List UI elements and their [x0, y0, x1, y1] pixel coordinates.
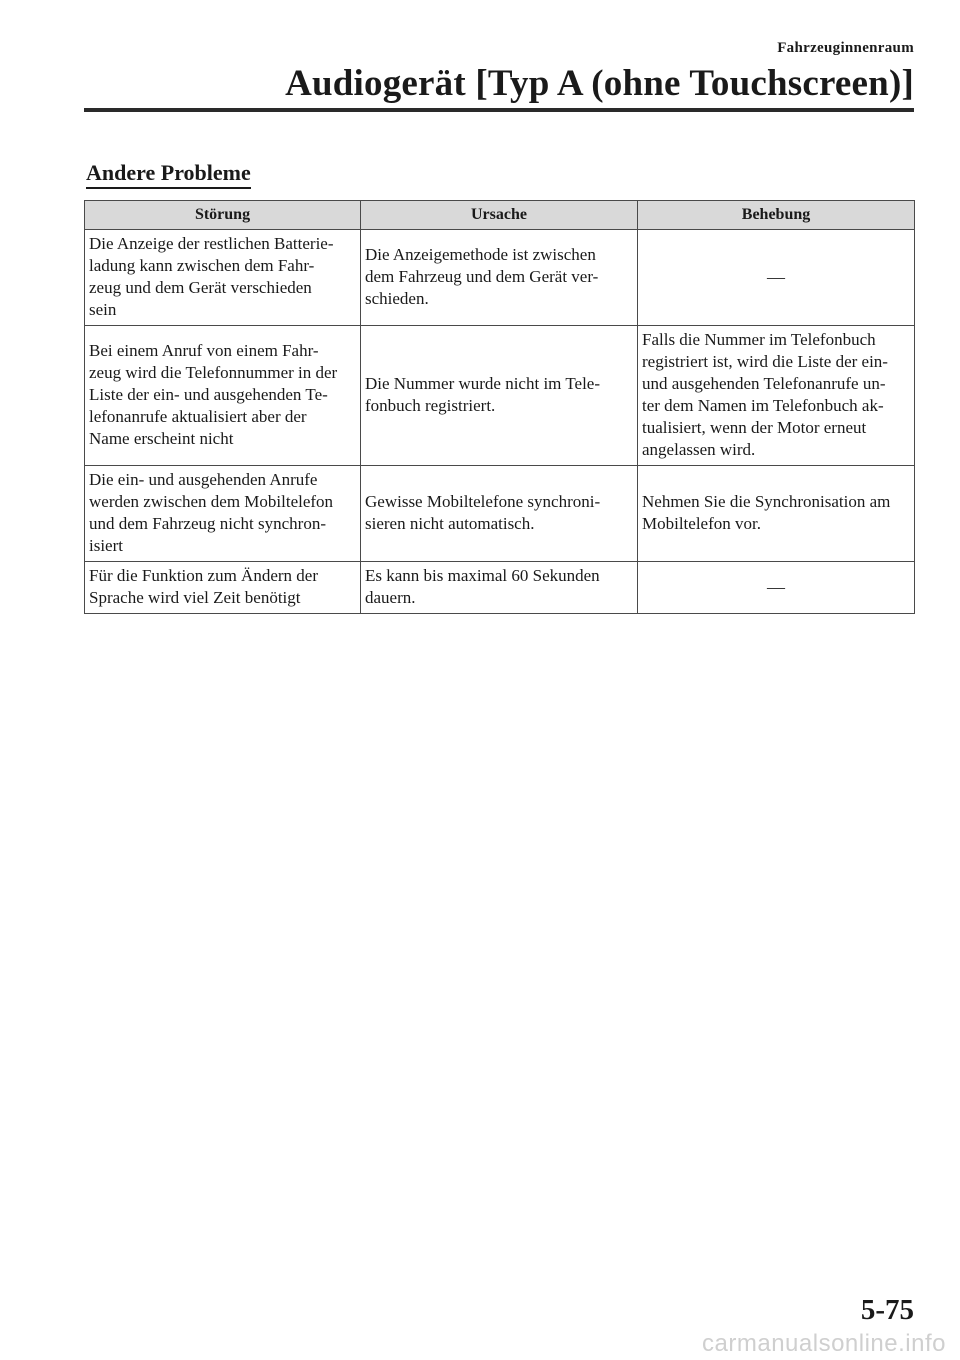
cell-text: Die Anzeige der restlichen Batterie- ladung kann zwischen dem Fahr- zeug und dem Gerät verschieden sein [89, 234, 334, 319]
troubleshooting-table [84, 200, 915, 614]
cell-behebung [638, 562, 915, 614]
cell-stoerung [85, 562, 361, 614]
cell-stoerung [85, 466, 361, 562]
cell-behebung [638, 230, 915, 326]
section-title: Andere Probleme [86, 160, 251, 189]
cell-text: Die Nummer wurde nicht im Tele- fonbuch registriert. [365, 374, 601, 415]
cell-text: Falls die Nummer im Telefonbuch registriert ist, wird die Liste der ein- und ausgehenden Telefonanrufe un- ter dem Namen im Telefonbuch ak- tualisiert, wenn der Motor erneut angelassen wird. [642, 330, 888, 459]
table-row [85, 230, 915, 326]
cell-text: Nehmen Sie die Synchronisation am Mobiltelefon vor. [642, 492, 891, 533]
cell-text: Es kann bis maximal 60 Sekunden dauern. [365, 566, 600, 607]
watermark: carmanualsonline.info [702, 1330, 946, 1357]
cell-text: Die Anzeigemethode ist zwischen dem Fahrzeug und dem Gerät ver- schieden. [365, 245, 599, 308]
page-number: 5-75 [860, 1294, 914, 1326]
cell-stoerung [85, 326, 361, 466]
cell-ursache [361, 466, 638, 562]
cell-text: Bei einem Anruf von einem Fahr- zeug wird die Telefonnummer in der Liste der ein- und ausgehenden Te- lefonanrufe aktualisiert aber der Name erscheint nicht [89, 341, 338, 448]
cell-ursache [361, 562, 638, 614]
cell-behebung [638, 466, 915, 562]
cell-text: Für die Funktion zum Ändern der Sprache wird viel Zeit benötigt [89, 566, 318, 607]
chapter-label: Fahrzeuginnenraum [777, 40, 914, 56]
table-row [85, 326, 915, 466]
column-header-stoerung: Störung [85, 201, 361, 230]
column-header-behebung: Behebung [638, 201, 915, 230]
cell-stoerung [85, 230, 361, 326]
header-divider [84, 108, 914, 112]
cell-ursache [361, 230, 638, 326]
table-header-row [85, 201, 915, 230]
table-row [85, 562, 915, 614]
cell-ursache [361, 326, 638, 466]
table-row [85, 466, 915, 562]
cell-text: ― [767, 267, 785, 287]
cell-text: Die ein- und ausgehenden Anrufe werden zwischen dem Mobiltelefon und dem Fahrzeug nicht synchron- isiert [89, 470, 334, 555]
cell-text: Gewisse Mobiltelefone synchroni- sieren nicht automatisch. [365, 492, 601, 533]
column-header-ursache: Ursache [361, 201, 638, 230]
cell-behebung [638, 326, 915, 466]
page-title: Audiogerät [Typ A (ohne Touchscreen)] [285, 63, 914, 104]
cell-text: ― [767, 577, 785, 597]
